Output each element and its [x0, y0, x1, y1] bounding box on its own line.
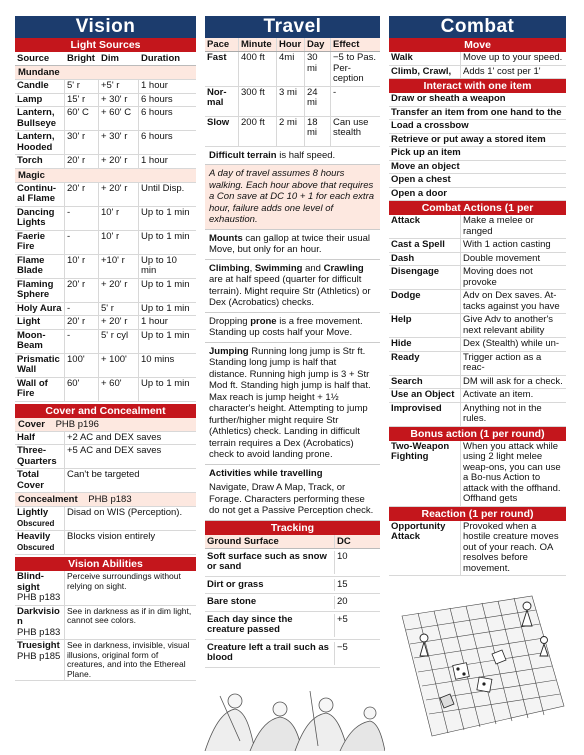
concealment-level: Lightly: [17, 507, 49, 518]
light-source-row: [15, 207, 196, 231]
tracking-row: [205, 640, 380, 668]
prone-text: is a free movement. Standing up costs half your Move.: [209, 315, 363, 338]
pace-minute: 300 ft: [239, 87, 277, 116]
dim-value: + 20' r: [99, 279, 139, 302]
combat-action-description: Trigger action as a reac-: [463, 351, 542, 373]
light-source-row: [15, 155, 196, 169]
reaction-name: Opportunity Attack: [389, 521, 461, 576]
interact-item: [389, 120, 566, 134]
vision-ability-row: [15, 571, 196, 606]
combat-action-description: Moving does not provoke: [463, 266, 533, 288]
cover-effect: Can't be targeted: [67, 469, 140, 480]
bright-value: -: [65, 207, 99, 230]
tracking-row: [205, 549, 380, 577]
col-duration: Duration: [141, 53, 181, 64]
duration-value: 1 hour: [141, 155, 168, 166]
combat-action-name: Attack: [389, 215, 461, 238]
bright-value: 20' r: [65, 316, 99, 329]
col-dc: DC: [337, 535, 351, 547]
combat-action-name: Cast a Spell: [389, 239, 461, 252]
ability-name: Truesight: [17, 640, 60, 651]
vision-column: [15, 16, 196, 681]
combat-action-description: Adv on Dex saves. At-tacks against you have: [463, 290, 560, 312]
col-source: Source: [17, 53, 50, 64]
interact-item: [389, 107, 566, 121]
ground-surface: Soft surface such as snow or sand: [205, 551, 335, 574]
dim-value: 10' r: [99, 231, 139, 254]
cover-ref: PHB p196: [55, 418, 99, 430]
vision-ability-row: [15, 606, 196, 641]
cover-effect: +2 AC and DEX saves: [67, 431, 162, 443]
pace-hour: 2 mi: [277, 117, 305, 146]
bright-value: 10' r: [65, 255, 99, 278]
duration-value: Until Disp.: [141, 182, 185, 194]
interact-item-label: Pick up an item: [391, 147, 461, 158]
bonus-action-name: Two-Weapon Fighting: [389, 441, 461, 506]
duration-value: Up to 1 min: [141, 329, 190, 341]
ability-ref: PHB p185: [17, 650, 61, 662]
action-rows: [389, 215, 566, 427]
pace-hour: 4mi: [277, 52, 305, 86]
tracking-dc: 15: [337, 578, 348, 590]
ability-description: See in darkness, invisible, visual illusions, original form of creatures, and into the Ethereal Plane.: [67, 640, 190, 679]
dim-value: +10' r: [99, 255, 139, 278]
move-header: Move: [389, 38, 566, 52]
interact-item-label: Retrieve or put away a stored item: [391, 133, 546, 145]
difficult-terrain-note: [205, 147, 380, 166]
light-source-row: [15, 255, 196, 279]
dim-value: 5' r cyl: [99, 330, 139, 353]
source-name: Faerie Fire: [15, 231, 65, 254]
ability-description: See in darkness as if in dim light, cannot see colors.: [67, 605, 192, 625]
jumping-note: [205, 343, 380, 465]
magic-group-label: Magic: [15, 169, 196, 183]
mounts-note: [205, 230, 380, 260]
cover-effect: +5 AC and DEX saves: [67, 445, 162, 456]
concealment-type: [15, 531, 65, 554]
combat-action: [389, 266, 566, 290]
duration-value: 6 hours: [141, 93, 173, 105]
col-minute: Minute: [239, 38, 277, 51]
concealment-rows: [15, 507, 196, 555]
travel-column: [205, 16, 380, 668]
interact-header: Interact with one item: [389, 79, 566, 93]
bright-value: 100': [65, 354, 99, 377]
combat-action-description: Anything not in the rules.: [463, 402, 542, 424]
pace-name: Nor-mal: [205, 87, 239, 116]
combat-action-description: Give Adv to another's next relevant ability: [463, 314, 554, 336]
vision-abilities-header: Vision Abilities: [15, 557, 196, 571]
combat-action-description: With 1 action casting: [463, 239, 551, 250]
dim-value: +5' r: [99, 80, 139, 93]
reaction: [389, 521, 566, 577]
dice-board-illustration: [392, 586, 568, 746]
cover-row: [15, 469, 196, 493]
dim-value: + 60': [99, 378, 139, 401]
bonus-action: [389, 441, 566, 507]
difficult-terrain-term: Difficult terrain: [209, 149, 277, 161]
col-hour: Hour: [277, 38, 305, 51]
reaction-description: Provoked when a hostile creature moves out of your reach. OA resolves before movement.: [463, 520, 559, 574]
climbing-term: Climbing: [209, 262, 250, 274]
prone-term: prone: [250, 315, 277, 327]
bright-value: -: [65, 231, 99, 254]
dim-value: + 20' r: [99, 316, 139, 329]
vision-abilities-rows: [15, 571, 196, 681]
actions-header: Combat Actions (1 per: [389, 201, 566, 215]
light-source-row: [15, 131, 196, 155]
interact-item: [389, 174, 566, 188]
climbing-sep-2: and: [302, 262, 324, 274]
col-bright: Bright: [67, 53, 95, 64]
move-description: Adds 1' cost per 1': [463, 65, 541, 77]
combat-action-name: Disengage: [389, 266, 461, 289]
jumping-text: Running long jump is Str ft. Standing long jump is half that distance. Running high jump is 3 + Str Mod ft. Standing high jump is half that. Max reach is jump height + 1½ character's height. Attempting to jump further/higher might require Str (Athletics) check. Landing in difficult terrain requires a Dex (Acrobatics) check to avoid landing prone.: [209, 345, 371, 460]
light-source-row: [15, 330, 196, 354]
interact-rows: [389, 93, 566, 201]
bright-value: 5' r: [65, 80, 99, 93]
ability-ref: PHB p183: [17, 592, 61, 603]
tracking-columns: [205, 535, 380, 549]
duration-value: 1 hour: [141, 80, 168, 91]
grid-board: [402, 596, 564, 736]
source-name: Prismatic Wall: [15, 354, 65, 377]
combat-action: [389, 253, 566, 267]
combat-action-name: Help: [389, 314, 461, 337]
concealment-level: Heavily: [17, 531, 51, 542]
interact-item: [389, 188, 566, 202]
tracking-row: [205, 577, 380, 595]
combat-action-name: Search: [389, 376, 461, 389]
dim-value: 5' r: [99, 303, 139, 316]
duration-value: 10 mins: [141, 353, 175, 365]
combat-action-name: Dodge: [389, 290, 461, 313]
concealment-ref: PHB p183: [88, 494, 132, 505]
light-source-row: [15, 279, 196, 303]
ground-surface: Creature left a trail such as blood: [205, 642, 335, 665]
concealment-row: [15, 531, 196, 555]
move-rows: [389, 52, 566, 79]
combat-action-description: Dex (Stealth) while un-: [463, 338, 560, 349]
move: [389, 52, 566, 66]
light-source-row: [15, 354, 196, 378]
col-dim: Dim: [101, 53, 119, 64]
duration-value: 6 hours: [141, 131, 173, 142]
tracking-dc: 10: [337, 550, 348, 562]
activities-text: Navigate, Draw A Map, Track, or Forage. Characters performing these do not get a Passive Perception check.: [205, 482, 380, 521]
climbing-note: [205, 260, 380, 313]
tracking-dc: −5: [337, 641, 348, 653]
reaction-rows: [389, 521, 566, 577]
cover-label: Cover: [18, 418, 45, 430]
pace-effect: -: [333, 86, 337, 98]
mounts-term: Mounts: [209, 232, 243, 244]
combat-action: [389, 338, 566, 352]
bonus-header: Bonus action (1 per round): [389, 427, 566, 441]
concealment-type: [15, 507, 65, 530]
interact-item: [389, 161, 566, 175]
concealment-effect: Blocks vision entirely: [67, 531, 156, 542]
dim-value: + 60' C: [99, 107, 139, 130]
dim-value: + 30' r: [99, 94, 139, 107]
light-source-row: [15, 107, 196, 131]
ability-name-cell: [15, 571, 65, 605]
pace-minute: 200 ft: [239, 117, 277, 146]
prone-lead: Dropping: [209, 315, 251, 327]
combat-action: [389, 314, 566, 338]
dim-value: 10' r: [99, 207, 139, 230]
source-name: Flaming Sphere: [15, 279, 65, 302]
combat-action-name: Dash: [389, 253, 461, 266]
ground-surface: Dirt or grass: [205, 579, 335, 592]
move-name: Climb, Crawl,: [389, 66, 461, 79]
combat-action-name: Use an Object: [389, 389, 461, 402]
pace-row: [205, 117, 380, 147]
combat-action-description: Activate an item.: [463, 389, 534, 400]
source-name: Lantern, Bullseye: [15, 107, 65, 130]
travel-title: Travel: [205, 16, 380, 38]
pace-rows: [205, 52, 380, 147]
source-name: Holy Aura: [15, 303, 65, 316]
cover-type: Half: [15, 432, 65, 445]
combat-action-name: Improvised: [389, 403, 461, 426]
combat-action: [389, 403, 566, 427]
vision-title: Vision: [15, 16, 196, 38]
reaction-header: Reaction (1 per round): [389, 507, 566, 521]
pace-minute: 400 ft: [239, 52, 277, 86]
light-source-row: [15, 378, 196, 402]
tracking-row: [205, 612, 380, 640]
bright-value: -: [65, 303, 99, 316]
pace-effect: Can use stealth: [333, 116, 369, 138]
pace-row: [205, 87, 380, 117]
tracking-dc: 20: [337, 596, 348, 607]
ability-name-cell: [15, 640, 65, 680]
col-ground-surface: Ground Surface: [205, 535, 335, 548]
interact-item-label: Load a crossbow: [391, 120, 469, 131]
dim-value: + 20' r: [99, 183, 139, 206]
light-sources-columns: [15, 52, 196, 66]
duration-value: 6 hours: [141, 107, 173, 118]
tracking-rows: [205, 549, 380, 668]
bonus-action-description: When you attack while using 2 light melee weap-ons, you can use a Bo-nus Action to attack with the offhand. Offhand gets: [463, 440, 561, 504]
pace-row: [205, 52, 380, 87]
ground-surface: Each day since the creature passed: [205, 614, 335, 637]
ability-name: Darkvisio n: [17, 605, 60, 627]
pace-day: 30 mi: [305, 52, 331, 86]
crawling-term: Crawling: [323, 262, 364, 274]
source-name: Flame Blade: [15, 255, 65, 278]
bright-value: 20' r: [65, 155, 99, 168]
mounts-text: can gallop at twice their usual Move, but only for an hour.: [209, 232, 371, 255]
light-source-row: [15, 316, 196, 330]
climbing-text: are at half speed (quarter for difficult terrain). Might require Str (Athletics) or Dex (Acrobatics) checks.: [209, 274, 371, 308]
pace-day: 18 mi: [305, 117, 331, 146]
combat-title: Combat: [389, 16, 566, 38]
combat-action: [389, 239, 566, 253]
cover-row: [15, 445, 196, 469]
activities-header: Activities while travelling: [209, 467, 323, 479]
concealment-obscured: Obscured: [17, 542, 55, 552]
concealment-effect: Disad on WIS (Perception).: [67, 507, 183, 518]
interact-item-label: Draw or sheath a weapon: [391, 93, 506, 104]
difficult-terrain-text: is half speed.: [276, 149, 336, 161]
vision-ability-row: [15, 640, 196, 681]
cover-type: Three-Quarters: [15, 445, 65, 468]
duration-value: 1 hour: [141, 316, 168, 327]
concealment-label: Concealment: [18, 494, 78, 505]
interact-item: [389, 147, 566, 161]
interact-item-label: Move an object: [391, 160, 460, 172]
duration-value: Up to 1 min: [141, 206, 190, 218]
cover-rows: [15, 432, 196, 494]
cover-label-row: [15, 418, 196, 432]
tracking-header: Tracking: [205, 521, 380, 535]
light-source-row: [15, 183, 196, 207]
source-name: Wall of Fire: [15, 378, 65, 401]
magic-rows: [15, 183, 196, 402]
duration-value: Up to 1 min: [141, 302, 190, 314]
bright-value: 60': [65, 378, 99, 401]
day-of-travel-note: A day of travel assumes 8 hours walking. Each hour above that requires a Con save at DC 10 + 1 for each extra hour, failure adds one level of exhaustion.: [205, 165, 380, 230]
duration-value: Up to 1 min: [141, 377, 190, 389]
concealment-label-row: [15, 493, 196, 507]
ability-name-cell: [15, 606, 65, 640]
light-source-row: [15, 303, 196, 317]
combat-action: [389, 376, 566, 390]
bright-value: 15' r: [65, 94, 99, 107]
duration-value: Up to 1 min: [141, 278, 190, 290]
jumping-term: Jumping: [209, 345, 249, 357]
combat-action: [389, 290, 566, 314]
interact-item: [389, 93, 566, 107]
move-description: Move up to your speed.: [463, 52, 563, 63]
pace-day: 24 mi: [305, 87, 331, 116]
interact-item-label: Open a door: [391, 187, 447, 199]
adventurers-illustration: [200, 681, 385, 751]
swimming-term: Swimming: [254, 262, 303, 274]
cover-header: Cover and Concealment: [15, 404, 196, 418]
climbing-sep-1: ,: [249, 262, 255, 274]
source-name: Lamp: [15, 94, 65, 107]
dim-value: + 20' r: [99, 155, 139, 168]
interact-item-label: Transfer an item from one hand to the: [391, 106, 562, 118]
combat-action: [389, 215, 566, 239]
interact-item: [389, 134, 566, 148]
combat-action: [389, 389, 566, 403]
ability-description: Perceive surroundings without relying on sight.: [67, 571, 181, 591]
ability-name: Blind-sight: [17, 571, 44, 593]
light-source-row: [15, 231, 196, 255]
concealment-row: [15, 507, 196, 531]
ground-surface: Bare stone: [205, 596, 335, 609]
source-name: Lantern, Hooded: [15, 131, 65, 154]
interact-item-label: Open a chest: [391, 174, 451, 185]
source-name: Dancing Lights: [15, 207, 65, 230]
tracking-dc: +5: [337, 613, 348, 625]
col-effect: Effect: [333, 39, 360, 50]
light-source-row: [15, 80, 196, 94]
bright-value: 30' r: [65, 131, 99, 154]
col-day: Day: [305, 38, 331, 51]
combat-action-name: Ready: [389, 352, 461, 375]
bonus-rows: [389, 441, 566, 507]
move: [389, 66, 566, 80]
pace-hour: 3 mi: [277, 87, 305, 116]
mundane-rows: [15, 80, 196, 169]
bright-value: 20' r: [65, 183, 99, 206]
tracking-row: [205, 594, 380, 612]
bright-value: -: [65, 330, 99, 353]
source-name: Torch: [15, 155, 65, 168]
dim-value: + 30' r: [99, 131, 139, 154]
pace-effect: −5 to Pas. Per-ception: [333, 52, 377, 84]
bright-value: 60' C: [65, 107, 99, 130]
combat-column: [389, 16, 566, 576]
ability-ref: PHB p183: [17, 626, 61, 638]
travel-columns: [205, 38, 380, 52]
combat-action-description: Make a melee or ranged: [463, 215, 534, 237]
light-source-row: [15, 94, 196, 108]
bright-value: 20' r: [65, 279, 99, 302]
mundane-group-label: Mundane: [15, 66, 196, 80]
duration-value: Up to 10 min: [141, 254, 177, 276]
combat-action-description: Double movement: [463, 252, 541, 264]
source-name: Candle: [15, 80, 65, 93]
pace-name: Fast: [205, 52, 239, 86]
duration-value: Up to 1 min: [141, 230, 190, 242]
prone-note: [205, 313, 380, 343]
concealment-obscured: Obscured: [17, 518, 55, 528]
source-name: Continu-al Flame: [15, 183, 65, 206]
combat-action-name: Hide: [389, 338, 461, 351]
move-name: Walk: [389, 52, 461, 65]
pace-name: Slow: [205, 117, 239, 146]
combat-action-description: DM will ask for a check.: [463, 375, 563, 387]
light-sources-header: Light Sources: [15, 38, 196, 52]
col-pace: Pace: [205, 38, 239, 51]
cover-row: [15, 432, 196, 446]
source-name: Light: [15, 316, 65, 329]
cover-type: Total Cover: [15, 469, 65, 492]
combat-action: [389, 352, 566, 376]
source-name: Moon-Beam: [15, 330, 65, 353]
dim-value: + 100': [99, 354, 139, 377]
